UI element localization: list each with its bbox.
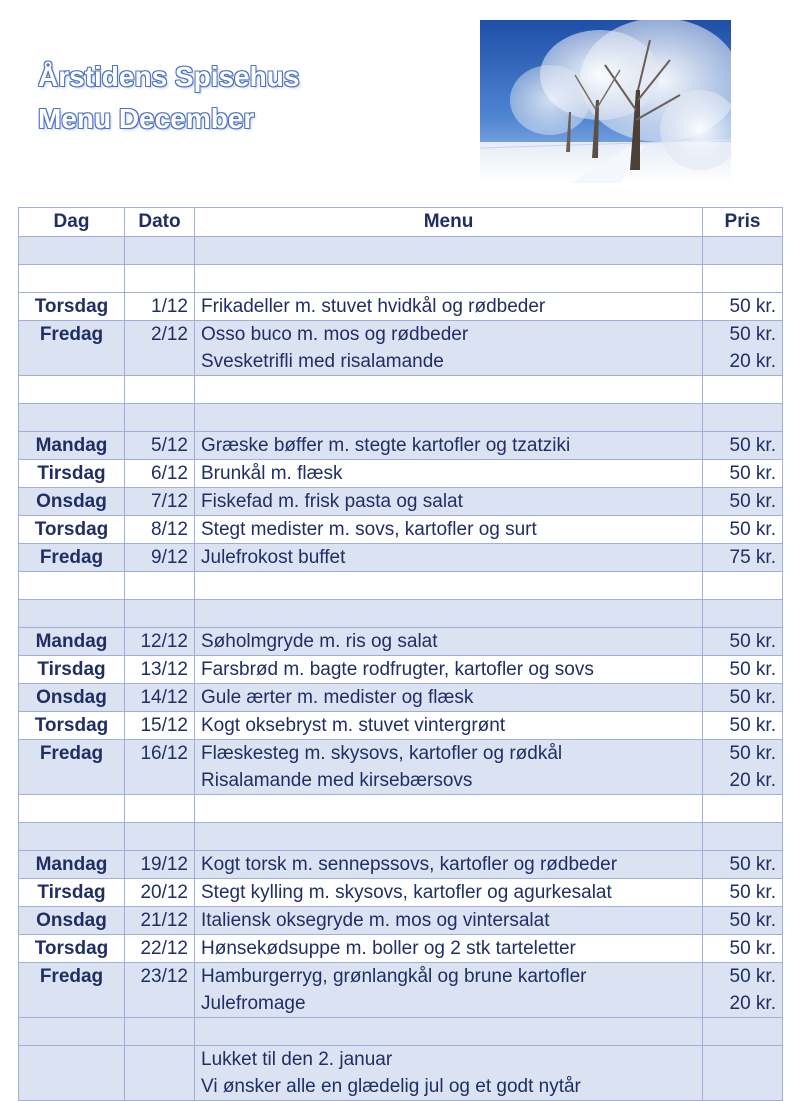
day-cell [19, 265, 125, 293]
spacer-row [19, 600, 783, 628]
price-line: 50 kr. [729, 910, 776, 931]
dish-cell [195, 460, 703, 488]
price-cell [703, 963, 783, 1018]
price-cell [703, 907, 783, 935]
dish-line: Osso buco m. mos og rødbeder [201, 324, 469, 345]
dish-cell [195, 628, 703, 656]
spacer-row [19, 1018, 783, 1046]
menu-row [19, 851, 783, 879]
dish-cell [195, 684, 703, 712]
date-cell [125, 572, 195, 600]
dish-line: Kogt torsk m. sennepssovs, kartofler og rødbeder [201, 854, 618, 875]
dish-line: Farsbrød m. bagte rodfrugter, kartofler og sovs [201, 659, 594, 680]
price-cell [703, 795, 783, 823]
date-cell: 22/12 [125, 935, 195, 963]
day-cell: Onsdag [19, 684, 125, 712]
menu-row [19, 488, 783, 516]
menu-row [19, 740, 783, 795]
price-line: 50 kr. [729, 659, 776, 680]
price-cell [703, 572, 783, 600]
dish-line: Vi ønsker alle en glædelig jul og et godt nytår [201, 1076, 581, 1097]
menu-row [19, 628, 783, 656]
date-cell: 9/12 [125, 544, 195, 572]
day-cell: Torsdag [19, 712, 125, 740]
menu-row [19, 460, 783, 488]
spacer-row [19, 823, 783, 851]
price-line: 50 kr. [729, 854, 776, 875]
price-cell [703, 293, 783, 321]
spacer-row [19, 376, 783, 404]
date-cell: 16/12 [125, 740, 195, 795]
day-cell: Fredag [19, 740, 125, 795]
date-cell: 23/12 [125, 963, 195, 1018]
menu-row [19, 879, 783, 907]
price-line: 50 kr. [729, 631, 776, 652]
price-cell [703, 935, 783, 963]
menu-row [19, 516, 783, 544]
day-cell [19, 404, 125, 432]
dish-cell [195, 740, 703, 795]
date-cell: 14/12 [125, 684, 195, 712]
price-cell [703, 879, 783, 907]
price-line: 50 kr. [729, 296, 776, 317]
price-cell [703, 376, 783, 404]
page-title [38, 56, 299, 140]
dish-line: Flæskesteg m. skysovs, kartofler og rødkål [201, 743, 563, 764]
dish-line: Frikadeller m. stuvet hvidkål og rødbeder [201, 296, 546, 317]
menu-body [19, 237, 783, 1101]
dish-cell [195, 237, 703, 265]
date-cell: 19/12 [125, 851, 195, 879]
day-cell: Tirsdag [19, 879, 125, 907]
price-cell [703, 740, 783, 795]
menu-row [19, 684, 783, 712]
menu-row [19, 907, 783, 935]
date-cell [125, 1018, 195, 1046]
day-cell: Mandag [19, 851, 125, 879]
spacer-row [19, 404, 783, 432]
dish-line: Italiensk oksegryde m. mos og vintersalat [201, 910, 550, 931]
menu-row [19, 1046, 783, 1101]
price-cell [703, 265, 783, 293]
dish-cell [195, 963, 703, 1018]
column-header-price: Pris [703, 208, 783, 237]
price-line: 50 kr. [729, 882, 776, 903]
day-cell: Onsdag [19, 488, 125, 516]
price-line: 50 kr. [729, 938, 776, 959]
dish-line: Stegt kylling m. skysovs, kartofler og agurkesalat [201, 882, 612, 903]
date-cell: 5/12 [125, 432, 195, 460]
price-cell [703, 321, 783, 376]
day-cell [19, 237, 125, 265]
date-cell [125, 795, 195, 823]
day-cell [19, 376, 125, 404]
day-cell [19, 1046, 125, 1101]
dish-line: Hamburgerryg, grønlangkål og brune kartofler [201, 966, 587, 987]
dish-line: Fiskefad m. frisk pasta og salat [201, 491, 463, 512]
dish-cell [195, 1018, 703, 1046]
price-cell [703, 237, 783, 265]
price-line: 20 kr. [729, 351, 776, 372]
day-cell: Onsdag [19, 907, 125, 935]
day-cell: Tirsdag [19, 460, 125, 488]
dish-cell [195, 712, 703, 740]
dish-cell [195, 516, 703, 544]
date-cell [125, 600, 195, 628]
dish-cell [195, 851, 703, 879]
date-cell: 8/12 [125, 516, 195, 544]
dish-line: Hønsekødsuppe m. boller og 2 stk tarteletter [201, 938, 576, 959]
price-line: 50 kr. [729, 743, 776, 764]
price-cell [703, 432, 783, 460]
dish-cell [195, 907, 703, 935]
menu-month-title: Menu December [38, 103, 255, 134]
day-cell [19, 600, 125, 628]
price-cell [703, 460, 783, 488]
menu-row [19, 321, 783, 376]
date-cell [125, 823, 195, 851]
menu-row [19, 712, 783, 740]
price-cell [703, 544, 783, 572]
date-cell [125, 237, 195, 265]
day-cell [19, 823, 125, 851]
menu-row [19, 963, 783, 1018]
dish-line: Græske bøffer m. stegte kartofler og tzatziki [201, 435, 571, 456]
date-cell [125, 265, 195, 293]
spacer-row [19, 237, 783, 265]
menu-row [19, 293, 783, 321]
dish-cell [195, 572, 703, 600]
date-cell: 15/12 [125, 712, 195, 740]
day-cell: Fredag [19, 544, 125, 572]
day-cell: Torsdag [19, 293, 125, 321]
dish-cell [195, 321, 703, 376]
menu-row [19, 544, 783, 572]
price-line: 20 kr. [729, 770, 776, 791]
dish-cell [195, 488, 703, 516]
column-header-day: Dag [19, 208, 125, 237]
date-cell: 13/12 [125, 656, 195, 684]
price-cell [703, 1018, 783, 1046]
winter-photo [480, 20, 731, 183]
date-cell: 6/12 [125, 460, 195, 488]
price-cell [703, 851, 783, 879]
dish-line: Julefromage [201, 993, 306, 1014]
price-line: 50 kr. [729, 966, 776, 987]
dish-cell [195, 376, 703, 404]
price-line: 50 kr. [729, 491, 776, 512]
day-cell [19, 572, 125, 600]
date-cell [125, 376, 195, 404]
price-cell [703, 516, 783, 544]
date-cell: 7/12 [125, 488, 195, 516]
day-cell: Tirsdag [19, 656, 125, 684]
date-cell: 20/12 [125, 879, 195, 907]
day-cell [19, 1018, 125, 1046]
price-cell [703, 684, 783, 712]
column-header-menu: Menu [195, 208, 703, 237]
menu-table [18, 207, 783, 1101]
price-line: 50 kr. [729, 715, 776, 736]
price-line: 20 kr. [729, 993, 776, 1014]
menu-row [19, 656, 783, 684]
menu-row [19, 935, 783, 963]
dish-cell [195, 656, 703, 684]
dish-line: Julefrokost buffet [201, 547, 346, 568]
dish-cell [195, 265, 703, 293]
spacer-row [19, 795, 783, 823]
column-header-date: Dato [125, 208, 195, 237]
price-cell [703, 488, 783, 516]
dish-cell [195, 795, 703, 823]
price-line: 50 kr. [729, 687, 776, 708]
day-cell: Fredag [19, 963, 125, 1018]
date-cell: 1/12 [125, 293, 195, 321]
dish-line: Brunkål m. flæsk [201, 463, 343, 484]
date-cell [125, 404, 195, 432]
menu-row [19, 432, 783, 460]
spacer-row [19, 265, 783, 293]
price-cell [703, 656, 783, 684]
date-cell: 12/12 [125, 628, 195, 656]
restaurant-name: Årstidens Spisehus [38, 61, 300, 92]
price-line: 50 kr. [729, 463, 776, 484]
day-cell: Mandag [19, 432, 125, 460]
dish-cell [195, 404, 703, 432]
dish-line: Svesketrifli med risalamande [201, 351, 444, 372]
day-cell: Torsdag [19, 516, 125, 544]
spacer-row [19, 572, 783, 600]
dish-cell [195, 600, 703, 628]
day-cell [19, 795, 125, 823]
price-line: 50 kr. [729, 324, 776, 345]
dish-cell [195, 935, 703, 963]
dish-line: Stegt medister m. sovs, kartofler og surt [201, 519, 537, 540]
dish-cell [195, 823, 703, 851]
dish-cell [195, 544, 703, 572]
dish-cell [195, 293, 703, 321]
price-cell [703, 823, 783, 851]
day-cell: Torsdag [19, 935, 125, 963]
dish-cell [195, 1046, 703, 1101]
day-cell: Fredag [19, 321, 125, 376]
price-cell [703, 1046, 783, 1101]
price-cell [703, 712, 783, 740]
date-cell: 2/12 [125, 321, 195, 376]
dish-line: Lukket til den 2. januar [201, 1049, 393, 1070]
price-cell [703, 404, 783, 432]
price-cell [703, 628, 783, 656]
price-line: 50 kr. [729, 519, 776, 540]
dish-cell [195, 432, 703, 460]
price-cell [703, 600, 783, 628]
dish-line: Risalamande med kirsebærsovs [201, 770, 473, 791]
price-line: 50 kr. [729, 435, 776, 456]
date-cell: 21/12 [125, 907, 195, 935]
day-cell: Mandag [19, 628, 125, 656]
dish-cell [195, 879, 703, 907]
dish-line: Gule ærter m. medister og flæsk [201, 687, 474, 708]
date-cell [125, 1046, 195, 1101]
dish-line: Søholmgryde m. ris og salat [201, 631, 438, 652]
dish-line: Kogt oksebryst m. stuvet vintergrønt [201, 715, 506, 736]
price-line: 75 kr. [729, 547, 776, 568]
